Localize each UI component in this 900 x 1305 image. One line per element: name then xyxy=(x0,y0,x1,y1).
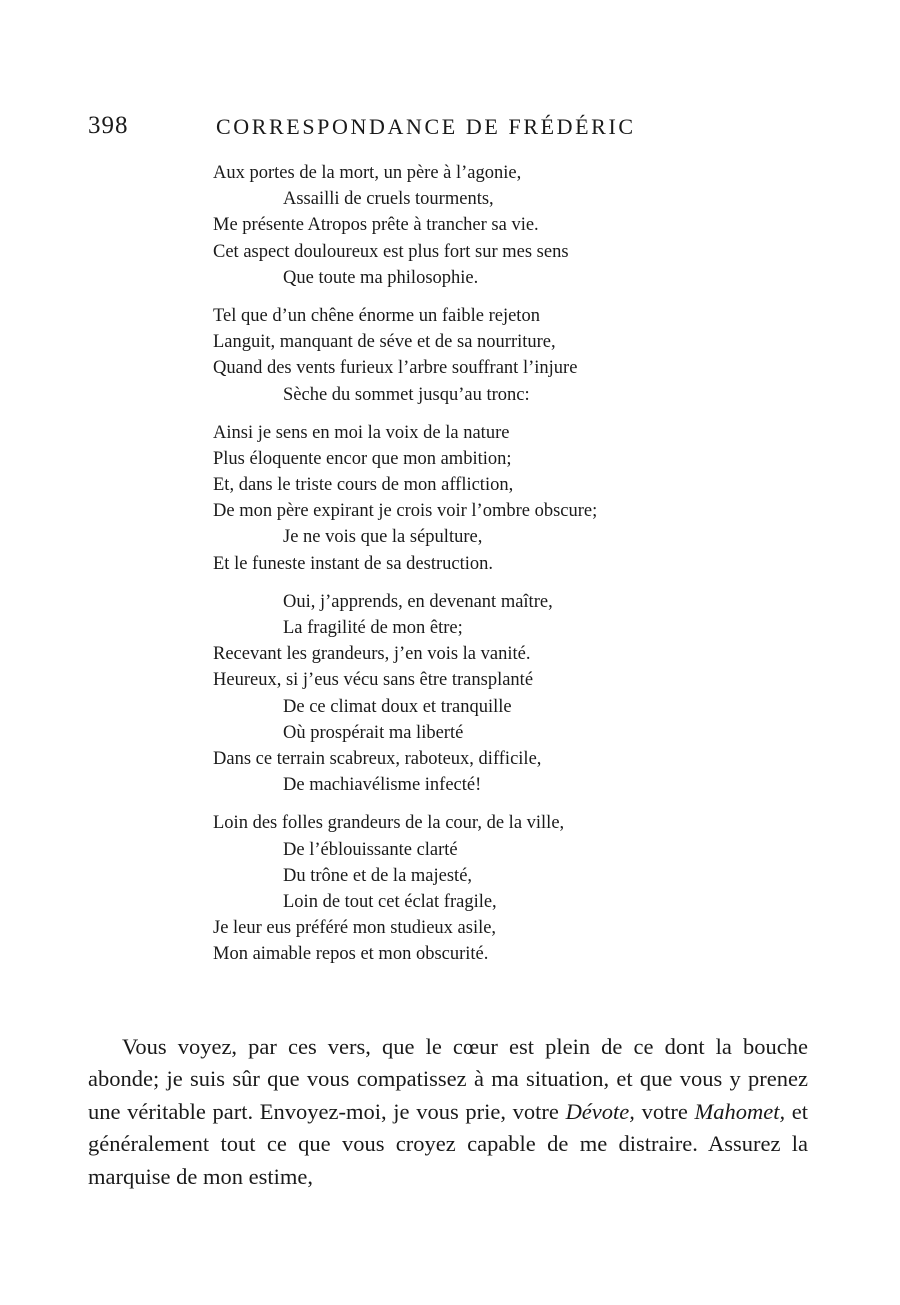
page-header xyxy=(88,112,808,142)
poem-stanza xyxy=(213,810,773,967)
poem-verse: Loin des folles grandeurs de la cour, de la ville, xyxy=(213,813,565,834)
poem-verse: Je leur eus préféré mon studieux asile, xyxy=(213,918,497,939)
poem-stanza xyxy=(213,420,773,577)
poem-verse: De l’éblouissante clarté xyxy=(283,839,458,860)
poem-verse: De mon père expirant je crois voir l’ombre obscure; xyxy=(213,501,598,522)
poem-verse: Quand des vents furieux l’arbre souffrant l’injure xyxy=(213,358,578,379)
poem-verse: Heureux, si j’eus vécu sans être transplanté xyxy=(213,670,534,691)
poem-verse: Que toute ma philosophie. xyxy=(283,267,479,288)
poem-verse: De ce climat doux et tranquille xyxy=(283,696,512,717)
poem-verse: Languit, manquant de séve et de sa nourriture, xyxy=(213,332,556,353)
poem-verse: Et, dans le triste cours de mon affliction, xyxy=(213,475,514,496)
poem-verse: Et le funeste instant de sa destruction. xyxy=(213,553,493,574)
poem-stanza xyxy=(213,160,773,291)
poem-verse: Où prospérait ma liberté xyxy=(283,722,464,743)
poem-stanza xyxy=(213,303,773,408)
poem-verse: Je ne vois que la sépulture, xyxy=(283,527,483,548)
poem-verse: Recevant les grandeurs, j’en vois la vanité. xyxy=(213,644,531,665)
prose-text: votre xyxy=(634,1098,695,1124)
poem-verse: Me présente Atropos prête à trancher sa vie. xyxy=(213,215,539,236)
work-title-mahomet: Mahomet, xyxy=(694,1098,786,1124)
poem-verse: Mon aimable repos et mon obscurité. xyxy=(213,944,489,965)
poem-verse: Oui, j’apprends, en devenant maître, xyxy=(283,591,553,612)
work-title-devote: Dévote, xyxy=(565,1098,635,1124)
poem-verse: Assailli de cruels tourments, xyxy=(283,189,494,210)
poem-verse: Tel que d’un chêne énorme un faible rejeton xyxy=(213,305,540,326)
poem-verse: Ainsi je sens en moi la voix de la nature xyxy=(213,422,510,443)
page-number: 398 xyxy=(88,112,129,139)
poem-stanza xyxy=(213,589,773,799)
poem-verse: Du trône et de la majesté, xyxy=(283,865,473,886)
poem-verse: La fragilité de mon être; xyxy=(283,618,463,638)
poem-verse: Loin de tout cet éclat fragile, xyxy=(283,891,497,912)
poem-verse: Plus éloquente encor que mon ambition; xyxy=(213,448,512,469)
poem-verse: Dans ce terrain scabreux, raboteux, difficile, xyxy=(213,748,542,769)
poem-verse: Aux portes de la mort, un père à l’agonie, xyxy=(213,163,522,183)
poem-verse: Cet aspect douloureux est plus fort sur mes sens xyxy=(213,241,569,262)
poem xyxy=(213,160,773,979)
poem-verse: Sèche du sommet jusqu’au tronc: xyxy=(283,384,530,405)
prose-text: Vous voyez, par ces vers, que le cœur est plein de ce dont la bouche abonde; je suis sûr que vous compatissez à ma situation, et que vous y prenez une véritable part. Envoyez-moi, je vous prie, votre xyxy=(88,1033,808,1124)
running-title: CORRESPONDANCE DE FRÉDÉRIC xyxy=(216,114,636,139)
poem-verse: De machiavélisme infecté! xyxy=(283,775,482,796)
prose-paragraph xyxy=(88,1031,808,1194)
prose-text: et généralement tout ce que vous croyez capable de me distraire. Assurez la marquise de mon estime, xyxy=(88,1098,808,1189)
